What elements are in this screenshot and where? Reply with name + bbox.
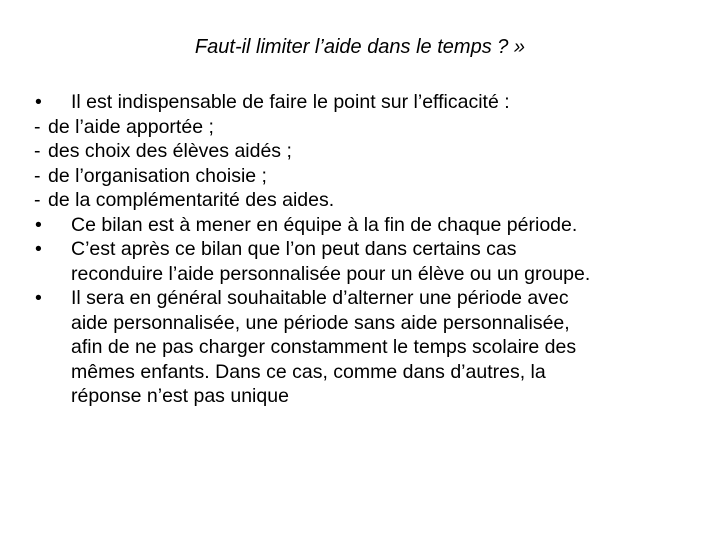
dash-icon: -: [34, 115, 41, 138]
dash-item: [34, 188, 704, 213]
dash-icon: -: [34, 164, 41, 187]
dash-icon: -: [34, 189, 41, 211]
dash-item: [34, 115, 704, 140]
bullet-line: afin de ne pas charger constamment le temps scolaire des: [71, 336, 577, 358]
bullet-icon: •: [35, 213, 42, 236]
dash-item: [34, 139, 704, 164]
bullet-item: [34, 286, 704, 409]
bullet-icon: •: [35, 287, 42, 309]
bullet-item: [34, 213, 704, 238]
bullet-line: Il sera en général souhaitable d’alterner une période avec: [71, 287, 569, 309]
bullet-icon: •: [35, 91, 42, 113]
slide-title: Faut-il limiter l’aide dans le temps ? »: [194, 36, 526, 58]
bullet-line: mêmes enfants. Dans ce cas, comme dans d’autres, la: [71, 360, 546, 383]
dash-item: [34, 164, 704, 189]
slide-body: [34, 90, 704, 409]
bullet-line: réponse n’est pas unique: [71, 385, 289, 407]
bullet-icon: •: [35, 238, 42, 260]
intro-bullet-text: Il est indispensable de faire le point sur l’efficacité :: [71, 91, 510, 113]
dash-item-text: de l’organisation choisie ;: [48, 164, 267, 187]
dash-icon: -: [34, 140, 41, 162]
intro-bullet: [34, 90, 704, 115]
dash-item-text: de la complémentarité des aides.: [48, 189, 335, 211]
bullet-line: C’est après ce bilan que l’on peut dans certains cas: [71, 238, 517, 260]
bullet-line: reconduire l’aide personnalisée pour un élève ou un groupe.: [71, 262, 591, 285]
bullet-item: [34, 237, 704, 286]
bullet-line: aide personnalisée, une période sans aide personnalisée,: [71, 311, 570, 334]
dash-item-text: des choix des élèves aidés ;: [48, 140, 292, 162]
dash-item-text: de l’aide apportée ;: [48, 115, 214, 138]
bullet-line: Ce bilan est à mener en équipe à la fin de chaque période.: [71, 213, 578, 236]
